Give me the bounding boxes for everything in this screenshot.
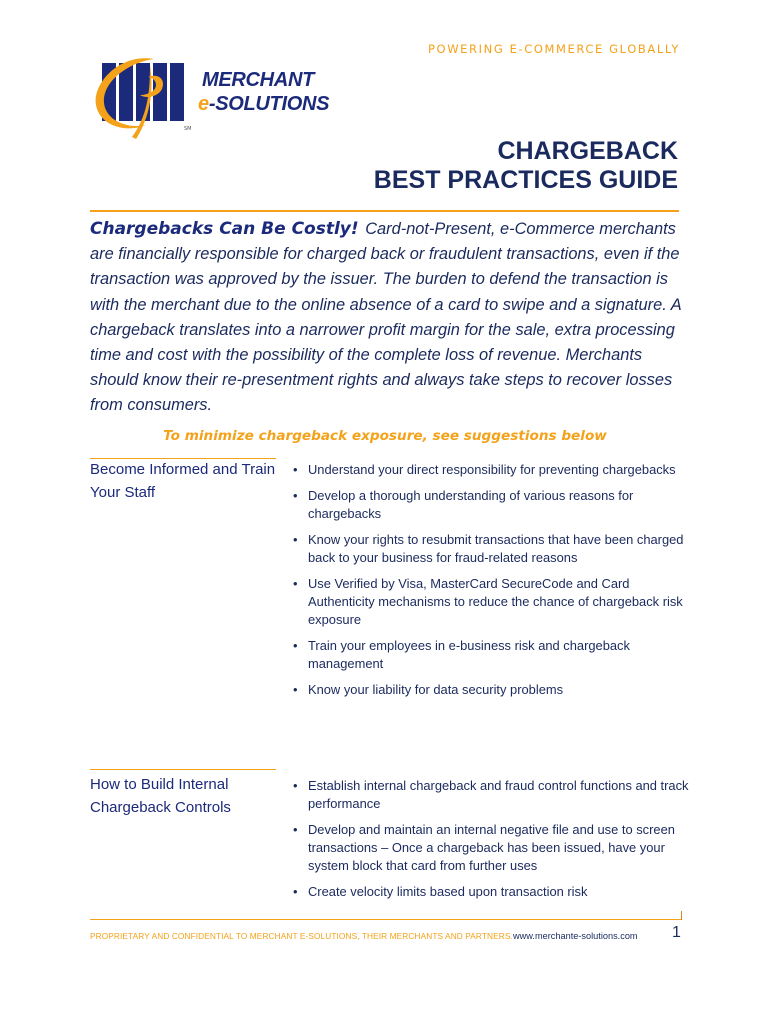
logo-wordmark-line1: MERCHANT bbox=[202, 69, 315, 91]
list-item: • Train your employees in e-business risk and chargeback management bbox=[292, 637, 690, 673]
company-logo bbox=[88, 55, 348, 140]
section-title: How to Build Internal Chargeback Controls bbox=[90, 776, 231, 816]
list-item: • Know your liability for data security problems bbox=[292, 681, 690, 699]
section-bullet-list bbox=[292, 777, 690, 909]
callout-text: To minimize chargeback exposure, see suggestions below bbox=[163, 428, 607, 444]
list-item: • Develop and maintain an internal negative file and use to screen transactions – Once a chargeback has been issued, have your system block that card from further uses bbox=[292, 821, 690, 875]
header-divider bbox=[90, 210, 679, 212]
footer-confidential-notice: PROPRIETARY AND CONFIDENTIAL TO MERCHANT E-SOLUTIONS, THEIR MERCHANTS AND PARTNERS. bbox=[90, 931, 513, 941]
footer-website-link[interactable]: www.merchante-solutions.com bbox=[513, 931, 638, 941]
list-item: • Develop a thorough understanding of various reasons for chargebacks bbox=[292, 487, 690, 523]
header-tagline: POWERING E-COMMERCE GLOBALLY bbox=[428, 42, 680, 56]
section-title: Become Informed and Train Your Staff bbox=[90, 461, 276, 501]
list-item: • Create velocity limits based upon transaction risk bbox=[292, 883, 690, 901]
page-title-line1: CHARGEBACK bbox=[497, 137, 678, 165]
footer-divider-tick bbox=[681, 911, 682, 920]
logo-e-letter: e bbox=[198, 93, 209, 115]
list-item: • Establish internal chargeback and fraud control functions and track performance bbox=[292, 777, 690, 813]
list-item: • Know your rights to resubmit transactions that have been charged back to your business for fraud-related reasons bbox=[292, 531, 690, 567]
page-title-line2: BEST PRACTICES GUIDE bbox=[373, 166, 678, 194]
list-item: • Understand your direct responsibility for preventing chargebacks bbox=[292, 461, 690, 479]
intro-paragraph bbox=[90, 217, 684, 419]
logo-solutions-text: -SOLUTIONS bbox=[208, 93, 330, 115]
logo-trademark: SM bbox=[184, 126, 192, 132]
footer-divider bbox=[90, 919, 682, 920]
intro-body: Card-not-Present, e-Commerce merchants are financially responsible for charged back or fraudulent transactions, even if the transaction was approved by the issuer. The burden to defend the transaction is with the merchant due to the online absence of a card to swipe and a signature. A chargeback translates into a narrower profit margin for the sale, extra processing time and cost with the possibility of the complete loss of revenue. Merchants should know their re-presentment rights and always take steps to recover losses from consumers. bbox=[90, 220, 682, 415]
page-title bbox=[374, 137, 678, 195]
section-divider bbox=[90, 769, 276, 770]
intro-lead: Chargebacks Can Be Costly! bbox=[90, 219, 359, 239]
page-number: 1 bbox=[672, 924, 681, 941]
logo-wordmark-line2 bbox=[198, 93, 329, 116]
list-item: • Use Verified by Visa, MasterCard SecureCode and Card Authenticity mechanisms to reduce the chance of chargeback risk exposure bbox=[292, 575, 690, 629]
section-bullet-list bbox=[292, 461, 690, 707]
logo-mark-icon bbox=[88, 55, 198, 140]
